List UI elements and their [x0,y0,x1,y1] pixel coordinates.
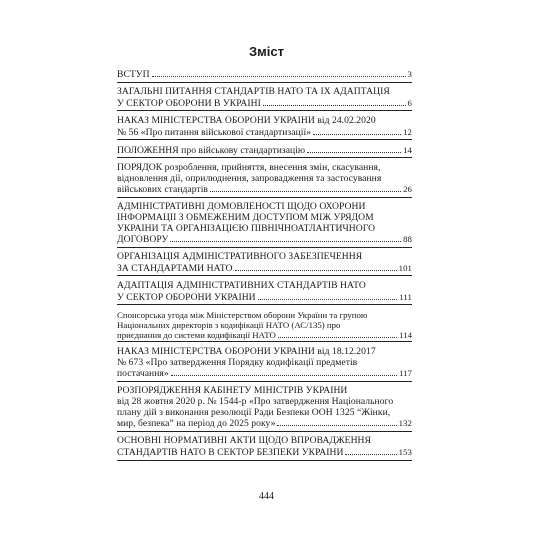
toc-entry-line [117,184,412,196]
toc-page-number: 101 [398,262,412,273]
toc-page-number: 114 [399,330,412,341]
toc-separator-rule [117,82,412,83]
toc-entry [117,252,412,276]
toc-entry-line [117,127,412,139]
toc-separator-rule [117,139,412,140]
toc-entry-text: мир, безпека” на період до 2025 року» [117,419,276,430]
toc-separator-rule [117,197,412,198]
toc-entry [117,87,412,111]
toc-entry-line [117,292,412,304]
toc-entry-text: військових стандартів [117,185,209,196]
dot-leader [258,299,398,300]
toc-entry-line [117,98,412,110]
toc-entry-line [117,368,412,380]
toc-entry-text: У СЕКТОР ОБОРОНИ УКРАЇНИ [117,292,256,303]
toc-entry-line: ОСНОВНІ НОРМАТИВНІ АКТИ ЩОДО ВПРОВАДЖЕННЯ [117,436,371,447]
toc-entry-text: СТАНДАРТІВ НАТО В СЕКТОР БЕЗПЕКИ УКРАЇНИ [117,447,344,458]
toc-entry-line [117,447,412,459]
toc-entry [117,347,412,382]
toc-entry-text: № 56 «Про питання військової стандартизації» [117,127,312,138]
toc-entry-line: плану дій з виконання резолюції Ради Безпеки ООН 1325 “Жінки, [117,407,391,418]
toc-entry-line [117,263,412,275]
toc-entry-line: ІНФОРМАЦІЇ З ОБМЕЖЕНИМ ДОСТУПОМ МІЖ УРЯДОМ [117,212,374,223]
toc-separator-rule [117,381,412,382]
toc-entry-line: НАКАЗ МІНІСТЕРСТВА ОБОРОНИ УКРАЇНИ від 24.02.2020 [117,115,376,126]
toc-entry-line: ОРГАНІЗАЦІЯ АДМІНІСТРАТИВНОГО ЗАБЕЗПЕЧЕННЯ [117,252,363,263]
dot-leader [313,134,401,135]
toc-entry-line: АДМІНІСТРАТИВНІ ДОМОВЛЕНОСТІ ЩОДО ОХОРОНИ [117,202,366,213]
dot-leader [278,337,397,338]
toc-entry-text: приєднання до системи кодифікації НАТО [117,330,276,341]
toc-page-number: 6 [407,97,412,108]
toc-entry-line: ПОРЯДОК розроблення, прийняття, внесення змін, скасування, [117,162,381,173]
toc-entry-text: У СЕКТОР ОБОРОНИ В УКРАЇНІ [117,98,261,109]
toc-entry-text: ДОГОВОРУ [117,235,169,246]
toc-entry [117,310,412,343]
toc-entry-text: ВСТУП [117,70,150,80]
toc-entry-line: № 673 «Про затвердження Порядку кодифікації предметів [117,357,358,368]
toc-page-number: 132 [398,418,412,429]
table-of-contents [117,69,412,465]
toc-page-number: 26 [403,184,412,195]
page-number: 444 [259,491,274,502]
toc-separator-rule [117,157,412,158]
dot-leader [277,425,396,426]
toc-entry-line [117,145,412,157]
toc-entry [117,436,412,460]
toc-entry-line [117,69,412,81]
dot-leader [307,152,401,153]
toc-entry-line: Спонсорська угода між Міністерством оборони України та групою [117,309,368,320]
toc-entry-text: ПОЛОЖЕННЯ про військову стандартизацію [117,145,306,156]
toc-entry-line: РОЗПОРЯДЖЕННЯ КАБІНЕТУ МІНІСТРІВ УКРАЇНИ [117,386,348,397]
toc-entry-line [117,234,412,246]
toc-entry-line: УКРАЇНИ ТА ОРГАНІЗАЦІЄЮ ПІВНІЧНОАТЛАНТИЧНОГО [117,223,376,234]
toc-entry [117,116,412,140]
toc-page-number: 12 [403,126,412,137]
toc-page-number: 14 [403,144,412,155]
toc-entry-line: НАКАЗ МІНІСТЕРСТВА ОБОРОНИ УКРАЇНИ від 18.12.2017 [117,347,376,358]
toc-entry [117,202,412,247]
toc-separator-rule [117,110,412,111]
dot-leader [235,270,397,271]
toc-entry [117,281,412,305]
toc-separator-rule [117,247,412,248]
dot-leader [210,191,401,192]
dot-leader [152,76,406,77]
toc-entry [117,386,412,431]
toc-entry [117,163,412,198]
toc-entry-line: ЗАГАЛЬНІ ПИТАННЯ СТАНДАРТІВ НАТО ТА ЇХ АДАПТАЦІЯ [117,87,390,98]
toc-entry [117,69,412,83]
toc-entry-line [117,418,412,430]
toc-entry-text: ЗА СТАНДАРТАМИ НАТО [117,263,233,274]
toc-entry-text: постачання» [117,369,169,380]
toc-entry-line: відновлення дії, оприлюднення, запровадження та застосування [117,173,382,184]
toc-separator-rule [117,431,412,432]
page-title: Зміст [249,44,284,59]
dot-leader [263,105,406,106]
toc-entry-line: Національних директорів з кодифікації НАТО (АС/135) про [117,320,341,331]
dot-leader [171,375,397,376]
toc-entry [117,145,412,159]
toc-entry-line: АДАПТАЦІЯ АДМІНІСТРАТИВНИХ СТАНДАРТІВ НАТО [117,281,366,292]
toc-page-number: 111 [399,291,412,302]
toc-entry-line: від 28 жовтня 2020 р. № 1544-р «Про затвердження Національного [117,397,394,408]
toc-entry-line [117,330,412,340]
toc-separator-rule [117,341,412,342]
toc-page-number: 88 [403,234,412,245]
dot-leader [170,241,401,242]
toc-page-number: 117 [398,368,412,379]
toc-page-number: 153 [398,446,412,457]
toc-separator-rule [117,275,412,276]
dot-leader [345,454,396,455]
toc-separator-rule [117,460,412,461]
toc-page-number: 3 [407,69,412,79]
toc-separator-rule [117,304,412,305]
